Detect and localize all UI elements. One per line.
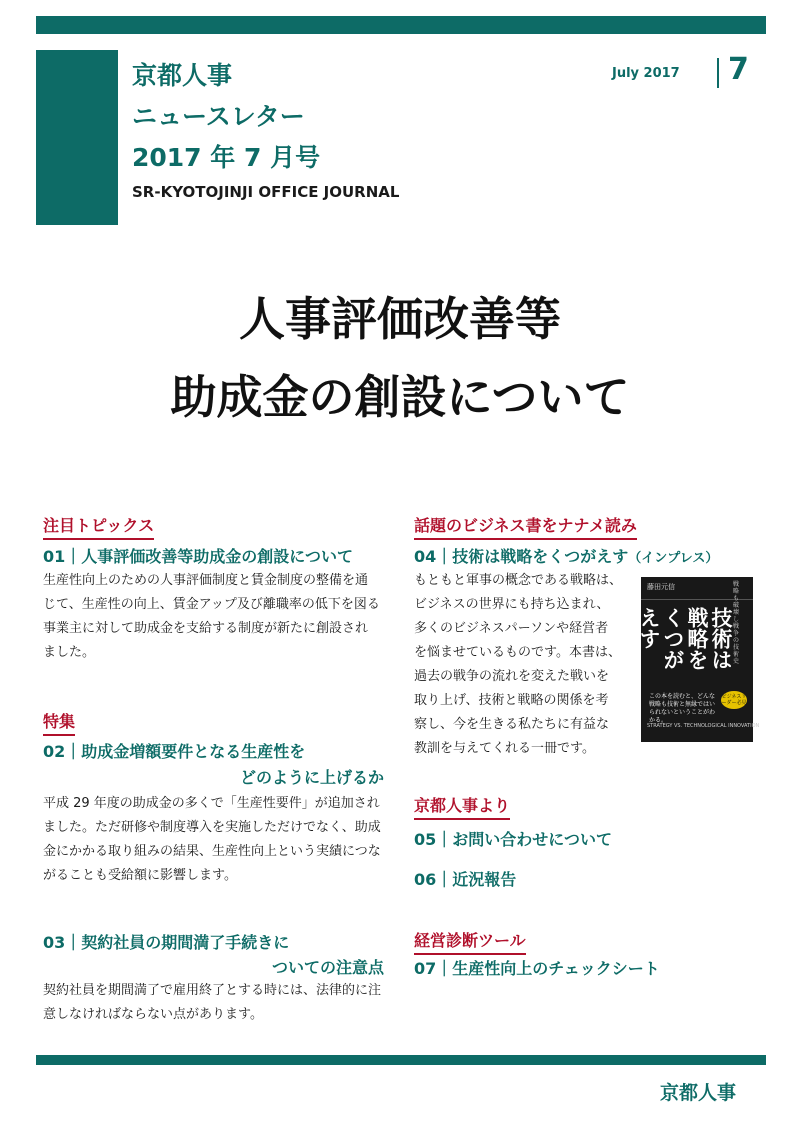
article-link-07[interactable]: 07｜生産性向上のチェックシート bbox=[414, 959, 660, 978]
article-02-summary: 平成 29 年度の助成金の多くで「生産性要件」が追加され ました。ただ研修や制度導入を実施しただけでなく、助成 金にかかる取り組みの結果、生産性向上という実績につな がることも受給額に影響します。 bbox=[43, 796, 381, 883]
issue-divider bbox=[717, 58, 719, 88]
bottom-rule bbox=[36, 1055, 766, 1065]
section-heading-special-feature: 特集 bbox=[43, 709, 75, 736]
book-english-title: STRATEGY VS. TECHNOLOGICAL INNOVATION bbox=[647, 723, 760, 729]
article-link-02[interactable]: 02｜助成金増額要件となる生産性を bbox=[43, 742, 306, 761]
book-subtitle: 戦略も破壊し戦争の技術史 bbox=[733, 581, 740, 665]
headline-line-2: 助成金の創設について bbox=[170, 370, 630, 424]
article-04-summary: もともと軍事の概念である戦略は、 ビジネスの世界にも持ち込まれ、 多くのビジネスパーソンや経営者 を悩ませているものです。本書は、 過去の戦争の流れを変えた戦いを 取り上げ、技術と戦略の関係を考 察し、今を生きる私たちに有益な 教訓を与えてくれる一冊です。 bbox=[414, 573, 623, 756]
section-heading-business-book: 話題のビジネス書をナナメ読み bbox=[414, 513, 637, 540]
book-seal-badge: ビジネスリーダー必見 bbox=[721, 691, 747, 709]
article-link-03[interactable]: 03｜契約社員の期間満了手続きに bbox=[43, 933, 290, 952]
issue-month: July 2017 bbox=[612, 66, 680, 81]
section-heading-management-tool: 経営診断ツール bbox=[414, 928, 526, 955]
header-color-block bbox=[36, 50, 118, 225]
article-04-publisher: （インプレス） bbox=[628, 551, 719, 566]
newsletter-subtitle: SR-KYOTOJINJI OFFICE JOURNAL bbox=[132, 183, 400, 201]
section-heading-from-kyotojinji: 京都人事より bbox=[414, 793, 510, 820]
book-title: 技術は戦略をくつがえす bbox=[637, 607, 733, 670]
newsletter-title-line-2: ニュースレター bbox=[132, 102, 305, 131]
article-03-summary: 契約社員を期間満了で雇用終了とする時には、法律的に注 意しなければならない点があります。 bbox=[43, 983, 382, 1022]
book-cover-image bbox=[637, 577, 760, 742]
article-01-summary: 生産性向上のための人事評価制度と賃金制度の整備を通 じて、生産性の向上、賃金アップ及び離職率の低下を図る 事業主に対して助成金を支給する制度が新たに創設され ました。 bbox=[43, 573, 380, 660]
newsletter-title-line-1: 京都人事 bbox=[132, 61, 233, 90]
article-link-05[interactable]: 05｜お問い合わせについて bbox=[414, 830, 612, 849]
issue-number: 7 bbox=[728, 52, 749, 87]
footer-brand: 京都人事 bbox=[660, 1082, 737, 1104]
section-heading-featured-topics: 注目トピックス bbox=[43, 513, 154, 540]
article-link-03-line-2[interactable]: ついての注意点 bbox=[272, 958, 385, 977]
book-blurb: この本を読むと、どんな戦略も技術と無縁ではいられないということがわかる。 bbox=[649, 693, 716, 724]
newsletter-title-line-3: 2017 年 7 月号 bbox=[132, 143, 321, 172]
book-author: 藤田元信 bbox=[647, 583, 675, 591]
article-link-02-line-2[interactable]: どのように上げるか bbox=[240, 768, 385, 787]
headline-line-1: 人事評価改善等 bbox=[239, 292, 561, 346]
article-link-04[interactable] bbox=[414, 544, 718, 567]
article-link-01[interactable]: 01｜人事評価改善等助成金の創設について bbox=[43, 547, 353, 566]
top-rule bbox=[36, 16, 766, 34]
article-04-title: 04｜技術は戦略をくつがえす bbox=[414, 547, 629, 566]
article-link-06[interactable]: 06｜近況報告 bbox=[414, 870, 517, 889]
